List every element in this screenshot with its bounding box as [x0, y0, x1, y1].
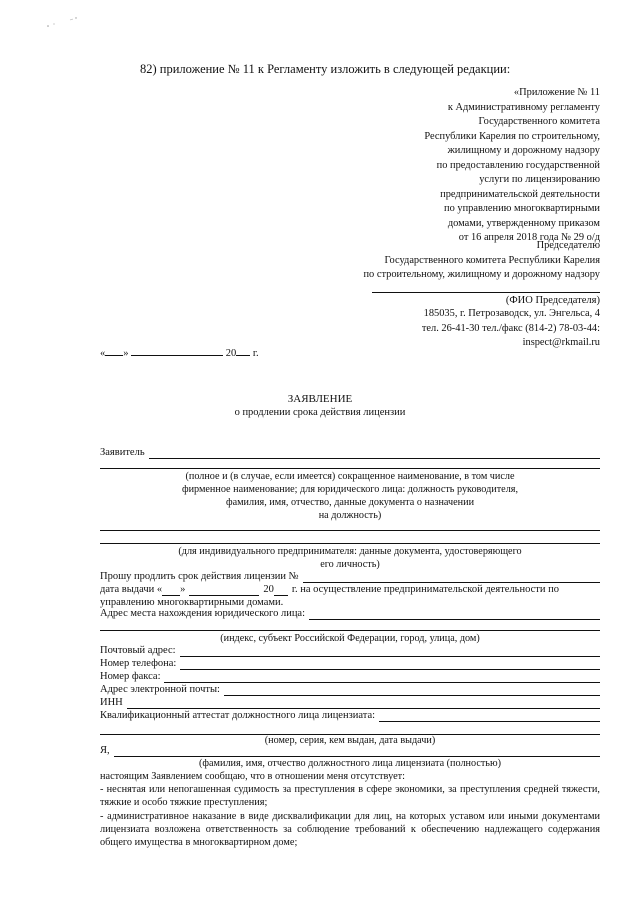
entrepreneur-line-2[interactable]: [100, 543, 600, 544]
appendix-line: жилищному и дорожному надзору: [447, 145, 600, 156]
applicant-caption: [100, 470, 600, 522]
statement-item: - неснятая или непогашенная судимость за преступления в сфере экономики, за преступления средней тяжести, тяжкие и особо тяжкие преступления;: [100, 784, 600, 809]
form-title: ЗАЯВЛЕНИЕ: [287, 393, 353, 405]
month-field[interactable]: [131, 345, 223, 356]
issue-year-prefix: 20: [263, 583, 274, 595]
postal-address-label: Почтовый адрес:: [100, 644, 176, 656]
chairman-fio-caption: (ФИО Председателя): [505, 295, 600, 306]
fax-label: Номер факса:: [100, 670, 161, 682]
qualification-label: Квалификационный аттестат должностного лица лицензиата:: [100, 709, 376, 721]
intro-line: 82) приложение № 11 к Регламенту изложить в следующей редакции:: [140, 62, 511, 76]
email-row: [100, 683, 600, 696]
date-line: [100, 345, 259, 360]
appendix-line: Республики Карелия по строительному,: [424, 130, 600, 142]
request-label: Прошу продлить срок действия лицензии №: [100, 570, 299, 582]
fax-row: [100, 670, 600, 683]
addressee-block: [363, 239, 600, 283]
phone-label: Номер телефона:: [100, 657, 177, 669]
postal-address-row: [100, 644, 600, 657]
entrepreneur-line-1[interactable]: [100, 530, 600, 531]
i-row: [100, 744, 600, 757]
year-field[interactable]: [236, 345, 250, 356]
appendix-line: по предоставлению государственной: [436, 159, 600, 171]
i-label: Я,: [100, 744, 110, 756]
appendix-line: «Приложение № 11: [513, 87, 600, 98]
official-name-field[interactable]: [114, 746, 600, 757]
inn-label: ИНН: [100, 696, 123, 708]
appendix-line: Государственного комитета: [478, 116, 600, 127]
issue-day-field[interactable]: [162, 585, 180, 596]
caption-line: (полное и (в случае, если имеется) сокращенное наименование, в том числе: [185, 471, 515, 482]
issue-month-field[interactable]: [189, 585, 259, 596]
appendix-block: [424, 86, 600, 246]
statement-item: - административное наказание в виде дисквалификации для лиц, на которых уставом или иными документами лицензиата возложена ответственность за соблюдение требований к обеспечению надлежащего содержания общего имущества в многоквартирном доме;: [100, 811, 600, 849]
phone-row: [100, 657, 600, 670]
inn-row: [100, 696, 600, 709]
license-number-field[interactable]: [303, 572, 600, 583]
applicant-label: Заявитель: [100, 446, 145, 458]
issue-date-suffix: г. на осуществление предпринимательской деятельности по: [291, 583, 559, 595]
statement-intro: настоящим Заявлением сообщаю, что в отношении меня отсутствует:: [100, 771, 406, 782]
email-field[interactable]: [224, 685, 600, 696]
contacts-block: [422, 307, 600, 351]
form-subtitle: о продлении срока действия лицензии: [234, 407, 406, 418]
contact-phone: тел. 26-41-30 тел./факс (814-2) 78-03-44:: [421, 322, 600, 334]
issue-date-cont: управлению многоквартирными домами.: [100, 597, 284, 608]
phone-field[interactable]: [180, 659, 600, 670]
addressee-line: по строительному, жилищному и дорожному надзору: [363, 269, 600, 280]
caption-line: (для индивидуального предпринимателя: данные документа, удостоверяющего: [178, 546, 522, 557]
qualification-caption: (номер, серия, кем выдан, дата выдачи): [264, 735, 436, 746]
appendix-line: предпринимательской деятельности: [440, 188, 600, 200]
address-caption: (индекс, субъект Российской Федерации, город, улица, дом): [220, 633, 480, 644]
appendix-line: по управлению многоквартирными: [444, 203, 600, 214]
caption-line: фирменное наименование; для юридического лица: должность руководителя,: [181, 484, 519, 495]
legal-address-row: [100, 607, 600, 620]
legal-address-label: Адрес места нахождения юридического лица:: [100, 607, 306, 619]
legal-address-field[interactable]: [309, 609, 600, 620]
scan-speck-mark: [42, 12, 82, 32]
entrepreneur-caption: [100, 545, 600, 571]
request-row: [100, 570, 600, 583]
legal-address-line-2[interactable]: [100, 630, 600, 631]
issue-year-field[interactable]: [274, 585, 288, 596]
i-caption: (фамилия, имя, отчество должностного лица лицензиата (полностью): [199, 758, 501, 769]
addressee-line: Государственного комитета Республики Карелия: [384, 254, 600, 266]
postal-address-field[interactable]: [180, 646, 600, 657]
caption-line: на должность): [318, 510, 382, 521]
applicant-row: [100, 446, 600, 459]
caption-line: его личность): [320, 559, 380, 570]
qualification-row: [100, 709, 600, 722]
fax-field[interactable]: [164, 672, 600, 683]
caption-line: фамилия, имя, отчество, данные документа о назначении: [225, 497, 475, 508]
year-prefix: 20: [225, 348, 237, 359]
appendix-line: от 16 апреля 2018 года № 29 о/д: [458, 232, 600, 243]
appendix-line: услуги по лицензированию: [479, 174, 600, 185]
year-suffix: г.: [252, 348, 259, 359]
chairman-fio-line[interactable]: [372, 292, 600, 293]
email-label: Адрес электронной почты:: [100, 683, 220, 695]
issue-date-row: [100, 583, 600, 596]
addressee-line: Председателю: [536, 240, 600, 251]
applicant-field[interactable]: [149, 448, 600, 459]
date-open-quote: «: [100, 348, 106, 359]
inn-field[interactable]: [127, 698, 600, 709]
qualification-field[interactable]: [379, 711, 600, 722]
issue-date-close: »: [180, 583, 186, 595]
contact-email: inspect@rkmail.ru: [522, 337, 600, 348]
appendix-line: домами, утвержденному приказом: [447, 217, 600, 229]
contact-address: 185035, г. Петрозаводск, ул. Энгельса, 4: [423, 308, 600, 319]
appendix-line: к Административному регламенту: [447, 101, 600, 113]
issue-date-prefix: дата выдачи «: [100, 583, 163, 595]
applicant-line-2[interactable]: [100, 468, 600, 469]
day-field[interactable]: [105, 345, 123, 356]
date-close-quote: »: [123, 348, 129, 359]
